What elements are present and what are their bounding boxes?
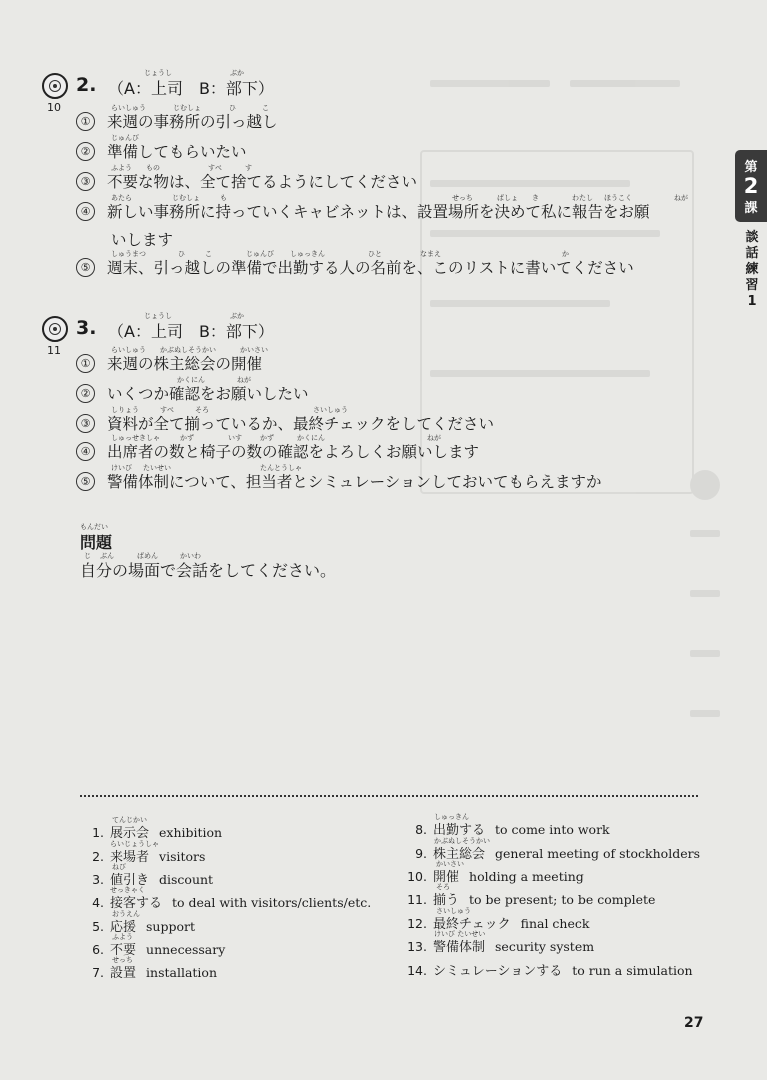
item-text: 来週の株主総会の開催: [107, 355, 263, 373]
vocab-item: 4. 接客する to deal with visitors/clients/etc.: [92, 895, 372, 911]
furigana: かず: [260, 434, 274, 442]
furigana: もの: [146, 164, 160, 172]
furigana: かぶぬしそうかい: [160, 346, 216, 354]
furigana: さいしゅう: [313, 406, 348, 414]
cd-icon[interactable]: [42, 316, 68, 342]
furigana: こ: [262, 104, 269, 112]
track-number: 10: [47, 101, 61, 114]
instruction-text: 自分の場面で会話をしてください。: [80, 561, 337, 580]
furigana: てんじかい: [112, 816, 147, 824]
furigana: ふよう: [112, 933, 133, 941]
vocab-item: 2. 来場者 visitors: [92, 849, 206, 865]
furigana: き: [532, 194, 539, 202]
furigana: しゅっきん: [290, 250, 325, 258]
furigana: すべ: [160, 406, 174, 414]
item-text: 新しい事務所に持っていくキャビネットは、設置場所を決めて私に報告をお願: [107, 203, 650, 221]
furigana: ぶか: [230, 312, 244, 320]
furigana: わたし: [572, 194, 593, 202]
item-continuation: いします: [111, 231, 174, 249]
furigana: さいしゅう: [436, 907, 471, 915]
vocab-item: 3. 値引き discount: [92, 872, 214, 888]
list-item: ② いくつか確認をお願いしたい: [76, 382, 309, 404]
furigana: ほうこく: [604, 194, 632, 202]
furigana: せっち: [452, 194, 473, 202]
vocab-item: 1. 展示会 exhibition: [92, 825, 223, 841]
furigana: じゅんび: [246, 250, 274, 258]
chapter-tab[interactable]: 第 2 課: [735, 150, 767, 222]
vocab-item: 9. 株主総会 general meeting of stockholders: [415, 846, 700, 862]
furigana: しゅうまつ: [111, 250, 146, 258]
page-number: 27: [684, 1015, 704, 1031]
vocab-item: 13. 警備体制 security system: [407, 939, 595, 955]
item-text: 来週の事務所の引っ越し: [107, 113, 278, 131]
list-item: ① 来週の事務所の引っ越し: [76, 110, 278, 132]
furigana: かず: [180, 434, 194, 442]
furigana: なまえ: [420, 250, 441, 258]
furigana: こ: [205, 250, 212, 258]
vocab-item: 14. シミュレーションする to run a simulation: [407, 963, 693, 979]
chapter-section-label: 談話練習1: [745, 230, 759, 309]
vocab-item: 8. 出勤する to come into work: [415, 822, 610, 838]
exercise-number: 3.: [76, 317, 97, 339]
item-text: 週末、引っ越しの準備で出勤する人の名前を、このリストに書いてください: [107, 259, 634, 277]
furigana: たんとうしゃ: [260, 464, 302, 472]
furigana: ひ: [178, 250, 185, 258]
furigana: ねが: [427, 434, 441, 442]
furigana: かぶぬしそうかい: [434, 837, 490, 845]
list-item: ④ 新しい事務所に持っていくキャビネットは、設置場所を決めて私に報告をお願: [76, 200, 650, 222]
furigana: らいしゅう: [111, 346, 146, 354]
item-text: 出席者の数と椅子の数の確認をよろしくお願いします: [107, 443, 480, 461]
furigana: す: [245, 164, 252, 172]
furigana: じゅんび: [111, 134, 139, 142]
item-text: 準備してもらいたい: [107, 143, 247, 161]
vocab-item: 11. 揃う to be present; to be complete: [407, 892, 656, 908]
furigana: ぶか: [230, 69, 244, 77]
furigana: たいせい: [143, 464, 171, 472]
furigana: か: [562, 250, 569, 258]
furigana: おうえん: [112, 910, 140, 918]
furigana: らいじょうしゃ: [110, 840, 159, 848]
furigana: そろ: [195, 406, 209, 414]
furigana: かくにん: [177, 376, 205, 384]
item-text: 資料が全て揃っているか、最終チェックをしてください: [107, 415, 495, 433]
furigana: しゅっせきしゃ: [111, 434, 160, 442]
furigana: しりょう: [111, 406, 139, 414]
furigana: ひ: [229, 104, 236, 112]
furigana: しゅっきん: [434, 813, 469, 821]
furigana: いす: [228, 434, 242, 442]
furigana: も: [220, 194, 227, 202]
track-number: 11: [47, 344, 61, 357]
furigana: ばめん: [137, 552, 158, 560]
furigana: ひと: [368, 250, 382, 258]
furigana: ねが: [237, 376, 251, 384]
furigana: けいび: [111, 464, 132, 472]
furigana: ばしょ: [497, 194, 518, 202]
dotted-divider: [80, 795, 698, 797]
furigana: じむしょ: [173, 104, 201, 112]
furigana: かいさい: [240, 346, 268, 354]
list-item: ② 準備してもらいたい: [76, 140, 247, 162]
vocab-item: 5. 応援 support: [92, 919, 196, 935]
list-item: ① 来週の株主総会の開催: [76, 352, 262, 374]
exercise-number: 2.: [76, 74, 97, 96]
furigana: せっきゃく: [110, 886, 145, 894]
cd-icon[interactable]: [42, 73, 68, 99]
furigana: あたら: [111, 194, 132, 202]
item-text: いくつか確認をお願いしたい: [107, 385, 309, 403]
furigana: ねが: [674, 194, 688, 202]
item-text: 不要な物は、全て捨てるようにしてください: [107, 173, 418, 191]
list-item: ③ 資料が全て揃っているか、最終チェックをしてください: [76, 412, 494, 434]
list-item: ③ 不要な物は、全て捨てるようにしてください: [76, 170, 417, 192]
furigana: そろ: [436, 883, 450, 891]
furigana: けいび たいせい: [434, 930, 486, 938]
exercise-roles: （A：上司 B：部下）: [108, 79, 274, 98]
section-title: 問題: [80, 533, 113, 552]
vocab-item: 12. 最終チェック final check: [407, 916, 590, 932]
furigana: ねび: [112, 863, 126, 871]
list-item: ④ 出席者の数と椅子の数の確認をよろしくお願いします: [76, 440, 479, 462]
furigana: らいしゅう: [111, 104, 146, 112]
vocab-item: 6. 不要 unnecessary: [92, 942, 226, 958]
furigana: せっち: [112, 956, 133, 964]
furigana: じむしょ: [172, 194, 200, 202]
vocab-item: 7. 設置 installation: [92, 965, 217, 981]
furigana: かいさい: [436, 860, 464, 868]
furigana: かくにん: [297, 434, 325, 442]
vocab-item: 10. 開催 holding a meeting: [407, 869, 584, 885]
furigana: もんだい: [80, 523, 108, 531]
furigana: ふよう: [111, 164, 132, 172]
furigana: じょうし: [144, 312, 172, 320]
list-item: ⑤ 警備体制について、担当者とシミュレーションしておいてもらえますか: [76, 470, 601, 492]
furigana: かいわ: [180, 552, 201, 560]
furigana: すべ: [208, 164, 222, 172]
item-text: 警備体制について、担当者とシミュレーションしておいてもらえますか: [107, 473, 602, 491]
list-item: ⑤ 週末、引っ越しの準備で出勤する人の名前を、このリストに書いてください: [76, 256, 634, 278]
furigana: ぶん: [100, 552, 114, 560]
exercise-roles: （A：上司 B：部下）: [108, 322, 274, 341]
furigana: じ: [84, 552, 91, 560]
furigana: じょうし: [144, 69, 172, 77]
